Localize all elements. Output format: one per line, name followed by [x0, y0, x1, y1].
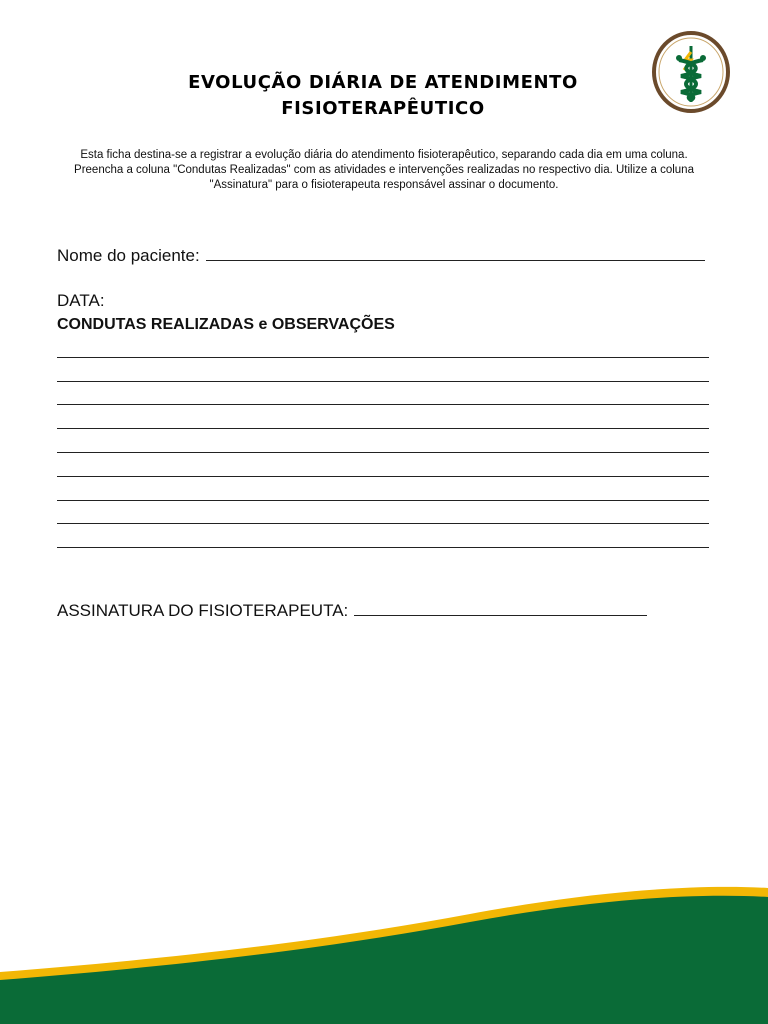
date-label: DATA: [57, 291, 105, 310]
caduceus-logo-icon [651, 30, 731, 114]
writing-line[interactable] [57, 453, 709, 477]
condutas-heading: CONDUTAS REALIZADAS e OBSERVAÇÕES [57, 316, 395, 333]
signature-field [57, 599, 647, 621]
writing-line[interactable] [57, 524, 709, 548]
writing-line[interactable] [57, 382, 709, 406]
writing-line[interactable] [57, 358, 709, 382]
footer-wave-decoration [0, 880, 768, 1024]
instructions-line-1: Esta ficha destina-se a registrar a evolução diária do atendimento fisioterapêutico, separando cada dia em uma coluna. [80, 149, 688, 161]
writing-line[interactable] [57, 405, 709, 429]
instructions-text [60, 148, 708, 193]
writing-line[interactable] [57, 334, 709, 358]
patient-name-label: Nome do paciente: [57, 246, 200, 265]
writing-line[interactable] [57, 429, 709, 453]
signature-label: ASSINATURA DO FISIOTERAPEUTA: [57, 601, 349, 620]
writing-line[interactable] [57, 501, 709, 525]
writing-line[interactable] [57, 477, 709, 501]
patient-name-blank[interactable] [206, 244, 705, 261]
condutas-writing-lines [57, 334, 709, 548]
signature-blank[interactable] [354, 599, 647, 616]
instructions-line-3: "Assinatura" para o fisioterapeuta responsável assinar o documento. [209, 179, 559, 191]
page-title [150, 70, 616, 122]
patient-name-field [57, 244, 708, 266]
instructions-line-2: Preencha a coluna "Condutas Realizadas" com as atividades e intervenções realizadas no respectivo dia. Utilize a coluna [74, 164, 694, 176]
title-line-1: EVOLUÇÃO DIÁRIA DE ATENDIMENTO [188, 72, 578, 93]
title-line-2: FISIOTERAPÊUTICO [281, 98, 485, 119]
